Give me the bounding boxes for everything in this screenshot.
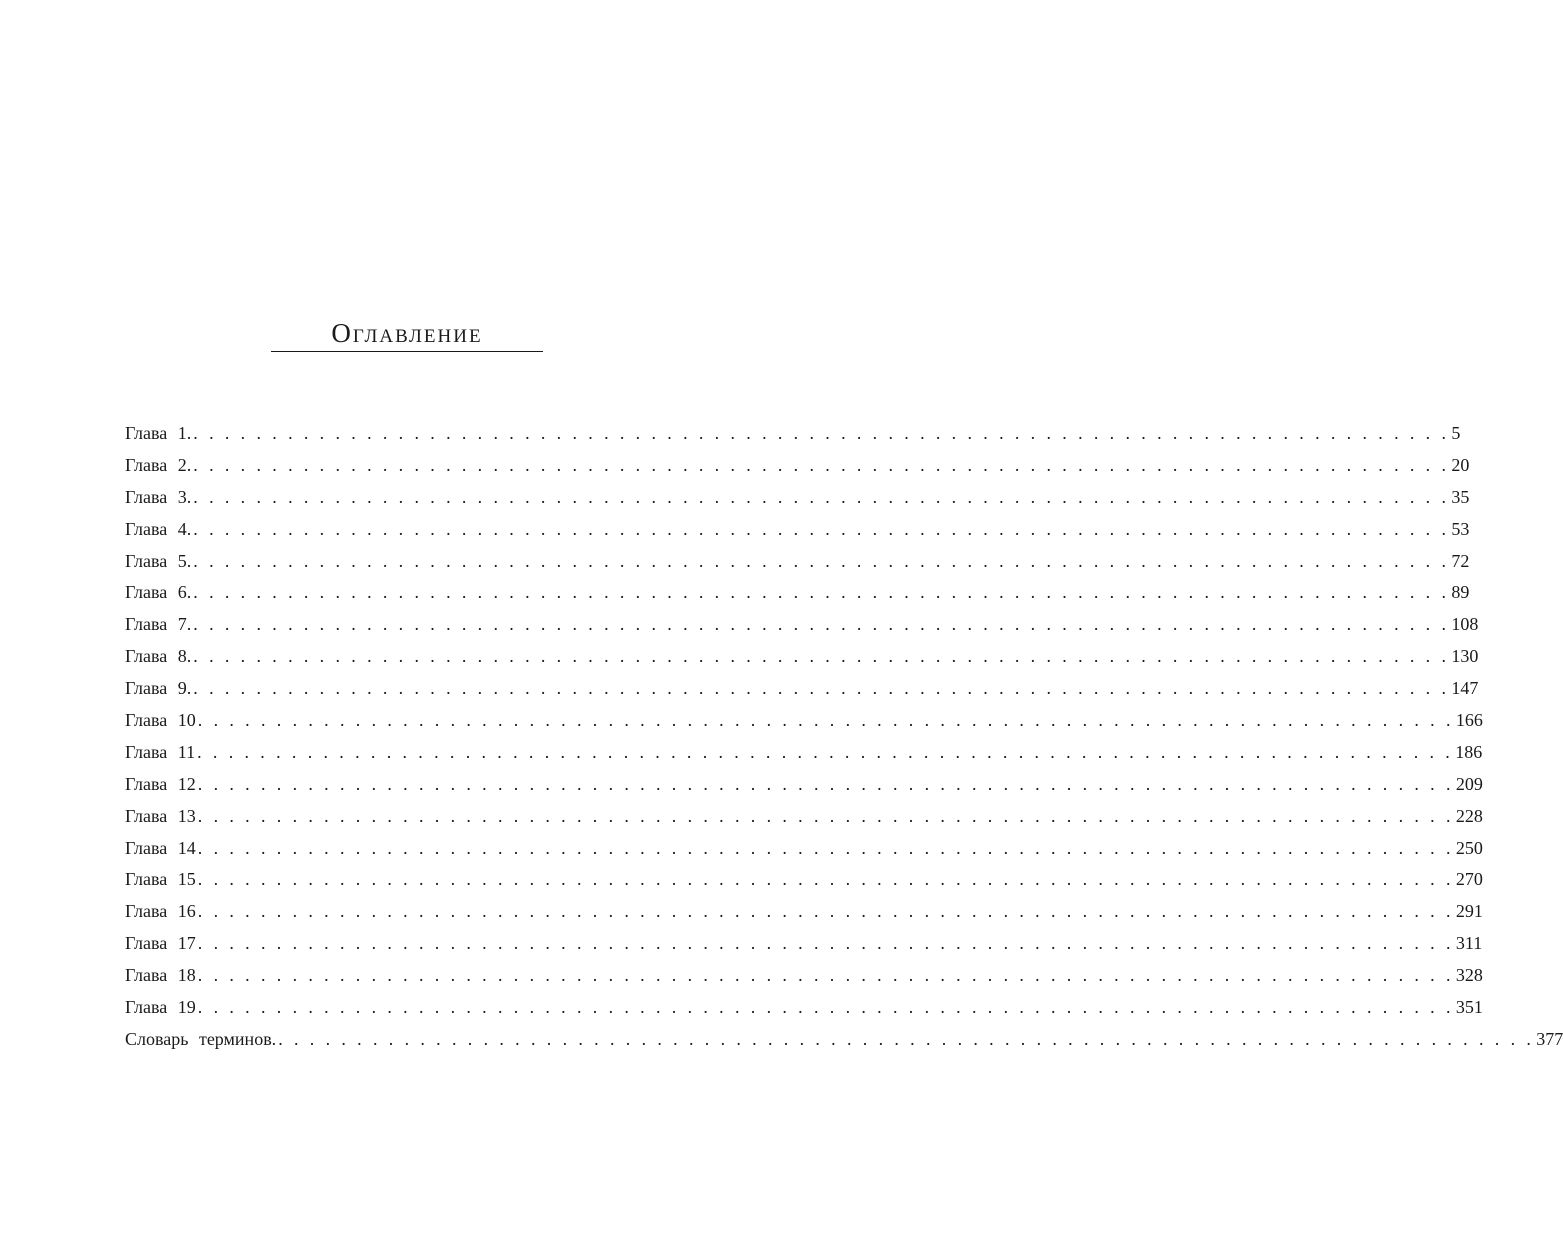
toc-entry[interactable] (125, 864, 1483, 896)
toc-entry-label: Глава 13 (125, 805, 196, 826)
dot-leader: . . . . . . . . . . . . . . . . . . . . . . . . . . . . . . . . . . . . . . . . . . . . . . . . . . . . . . . . . . . . . . . . . . . . . . . . . . . . . . . . (193, 550, 1450, 571)
dot-leader: . . . . . . . . . . . . . . . . . . . . . . . . . . . . . . . . . . . . . . . . . . . . . . . . . . . . . . . . . . . . . . . . . . . . . . . . . . . . . . . . (193, 423, 1450, 443)
toc-entry-page-number: 291 (1455, 901, 1483, 922)
dot-leader: . . . . . . . . . . . . . . . . . . . . . . . . . . . . . . . . . . . . . . . . . . . . . . . . . . . . . . . . . . . . . . . . . . . . . . . . . . . . . . . . (193, 582, 1450, 603)
toc-entry-label: Глава 15 (125, 869, 196, 890)
dot-leader: . . . . . . . . . . . . . . . . . . . . . . . . . . . . . . . . . . . . . . . . . . . . . . . . . . . . . . . . . . . . . . . . . . . . . . . . . . . . . . . . (197, 805, 1454, 826)
toc-entry-label: Глава 17 (125, 933, 196, 954)
toc-entry[interactable] (125, 450, 1470, 482)
toc-entry-label: Глава 5. (125, 550, 192, 571)
toc-entry[interactable] (125, 960, 1483, 992)
dot-leader: . . . . . . . . . . . . . . . . . . . . . . . . . . . . . . . . . . . . . . . . . . . . . . . . . . . . . . . . . . . . . . . . . . . . . . . . . . . . . . . . (197, 933, 1454, 954)
toc-entry-page-number: 53 (1451, 518, 1470, 539)
toc-entry-page-number: 5 (1451, 423, 1461, 443)
toc-entry-page-number: 377 (1536, 1028, 1563, 1049)
toc-entry-page-number: 209 (1455, 773, 1483, 794)
dot-leader: . . . . . . . . . . . . . . . . . . . . . . . . . . . . . . . . . . . . . . . . . . . . . . . . . . . . . . . . . . . . . . . . . . . . . . . . . . . . . . . . (193, 646, 1450, 667)
toc-entry[interactable] (125, 514, 1470, 546)
toc-entry[interactable] (125, 482, 1470, 514)
toc-entry-label: Глава 2. (125, 454, 192, 475)
toc-entry-label: Глава 10 (125, 710, 196, 731)
toc-entry[interactable] (125, 641, 1479, 673)
dot-leader: . . . . . . . . . . . . . . . . . . . . . . . . . . . . . . . . . . . . . . . . . . . . . . . . . . . . . . . . . . . . . . . . . . . . . . . . . . . . . . . . (193, 454, 1450, 475)
dot-leader: . . . . . . . . . . . . . . . . . . . . . . . . . . . . . . . . . . . . . . . . . . . . . . . . . . . . . . . . . . . . . . . . . . . . . . . . . . . . . . . . (193, 678, 1450, 699)
toc-entry-page-number: 89 (1451, 582, 1470, 603)
toc-entry-label: Глава 7. (125, 614, 192, 635)
toc-entry[interactable] (125, 1024, 1563, 1056)
toc-entry-page-number: 270 (1455, 869, 1483, 890)
toc-entry[interactable] (125, 833, 1483, 865)
toc-entry-label: Глава 16 (125, 901, 196, 922)
toc-entry[interactable] (125, 896, 1483, 928)
toc-entry-page-number: 35 (1451, 486, 1470, 507)
toc-entry-page-number: 72 (1451, 550, 1470, 571)
dot-leader: . . . . . . . . . . . . . . . . . . . . . . . . . . . . . . . . . . . . . . . . . . . . . . . . . . . . . . . . . . . . . . . . . . . . . . . . . . . . . . . . (197, 965, 1454, 986)
toc-entry[interactable] (125, 992, 1483, 1024)
dot-leader: . . . . . . . . . . . . . . . . . . . . . . . . . . . . . . . . . . . . . . . . . . . . . . . . . . . . . . . . . . . . . . . . . . . . . . . . . . . . . . . . (197, 710, 1454, 731)
toc-entry-page-number: 250 (1455, 837, 1483, 858)
toc-entry-label: Глава 9. (125, 678, 192, 699)
page-title: Оглавление (331, 318, 483, 348)
toc-entry[interactable] (125, 673, 1479, 705)
toc-entry[interactable] (125, 546, 1470, 578)
toc-entry-page-number: 351 (1455, 997, 1483, 1018)
dot-leader: . . . . . . . . . . . . . . . . . . . . . . . . . . . . . . . . . . . . . . . . . . . . . . . . . . . . . . . . . . . . . . . . . . . . . . . . . . . . . . . . (278, 1028, 1535, 1049)
toc-entry-label: Глава 8. (125, 646, 192, 667)
toc-entry-page-number: 328 (1455, 965, 1483, 986)
toc-entry-page-number: 130 (1451, 646, 1479, 667)
dot-leader: . . . . . . . . . . . . . . . . . . . . . . . . . . . . . . . . . . . . . . . . . . . . . . . . . . . . . . . . . . . . . . . . . . . . . . . . . . . . . . . . (197, 901, 1454, 922)
table-of-contents (125, 418, 1563, 1056)
toc-entry-label: Глава 4. (125, 518, 192, 539)
toc-entry[interactable] (125, 577, 1470, 609)
toc-entry-label: Глава 18 (125, 965, 196, 986)
toc-entry[interactable] (125, 737, 1483, 769)
toc-entry[interactable] (125, 609, 1479, 641)
dot-leader: . . . . . . . . . . . . . . . . . . . . . . . . . . . . . . . . . . . . . . . . . . . . . . . . . . . . . . . . . . . . . . . . . . . . . . . . . . . . . . . . (197, 997, 1454, 1018)
dot-leader: . . . . . . . . . . . . . . . . . . . . . . . . . . . . . . . . . . . . . . . . . . . . . . . . . . . . . . . . . . . . . . . . . . . . . . . . . . . . . . . . (197, 837, 1454, 858)
toc-entry-label: Глава 11 (125, 741, 196, 762)
toc-entry[interactable] (125, 769, 1483, 801)
toc-entry-label: Глава 6. (125, 582, 192, 603)
toc-entry-page-number: 228 (1455, 805, 1483, 826)
toc-entry-label: Глава 3. (125, 486, 192, 507)
dot-leader: . . . . . . . . . . . . . . . . . . . . . . . . . . . . . . . . . . . . . . . . . . . . . . . . . . . . . . . . . . . . . . . . . . . . . . . . . . . . . . . . (197, 773, 1454, 794)
toc-heading (271, 316, 543, 352)
dot-leader: . . . . . . . . . . . . . . . . . . . . . . . . . . . . . . . . . . . . . . . . . . . . . . . . . . . . . . . . . . . . . . . . . . . . . . . . . . . . . . . . (197, 869, 1454, 890)
toc-entry-page-number: 108 (1451, 614, 1479, 635)
dot-leader: . . . . . . . . . . . . . . . . . . . . . . . . . . . . . . . . . . . . . . . . . . . . . . . . . . . . . . . . . . . . . . . . . . . . . . . . . . . . . . . . (197, 741, 1454, 762)
toc-entry-label: Словарь терминов. (125, 1028, 277, 1049)
dot-leader: . . . . . . . . . . . . . . . . . . . . . . . . . . . . . . . . . . . . . . . . . . . . . . . . . . . . . . . . . . . . . . . . . . . . . . . . . . . . . . . . (193, 614, 1450, 635)
toc-entry[interactable] (125, 801, 1483, 833)
toc-entry-page-number: 311 (1455, 933, 1483, 954)
toc-entry[interactable] (125, 928, 1483, 960)
dot-leader: . . . . . . . . . . . . . . . . . . . . . . . . . . . . . . . . . . . . . . . . . . . . . . . . . . . . . . . . . . . . . . . . . . . . . . . . . . . . . . . . (193, 486, 1450, 507)
toc-entry-label: Глава 14 (125, 837, 196, 858)
toc-entry-label: Глава 12 (125, 773, 196, 794)
toc-entry[interactable] (125, 418, 1461, 450)
toc-entry-label: Глава 19 (125, 997, 196, 1018)
toc-entry-label: Глава 1. (125, 423, 192, 443)
toc-entry-page-number: 166 (1455, 710, 1483, 731)
toc-entry[interactable] (125, 705, 1483, 737)
title-underline (271, 351, 543, 352)
toc-entry-page-number: 20 (1451, 454, 1470, 475)
toc-entry-page-number: 186 (1455, 741, 1483, 762)
dot-leader: . . . . . . . . . . . . . . . . . . . . . . . . . . . . . . . . . . . . . . . . . . . . . . . . . . . . . . . . . . . . . . . . . . . . . . . . . . . . . . . . (193, 518, 1450, 539)
toc-entry-page-number: 147 (1451, 678, 1479, 699)
